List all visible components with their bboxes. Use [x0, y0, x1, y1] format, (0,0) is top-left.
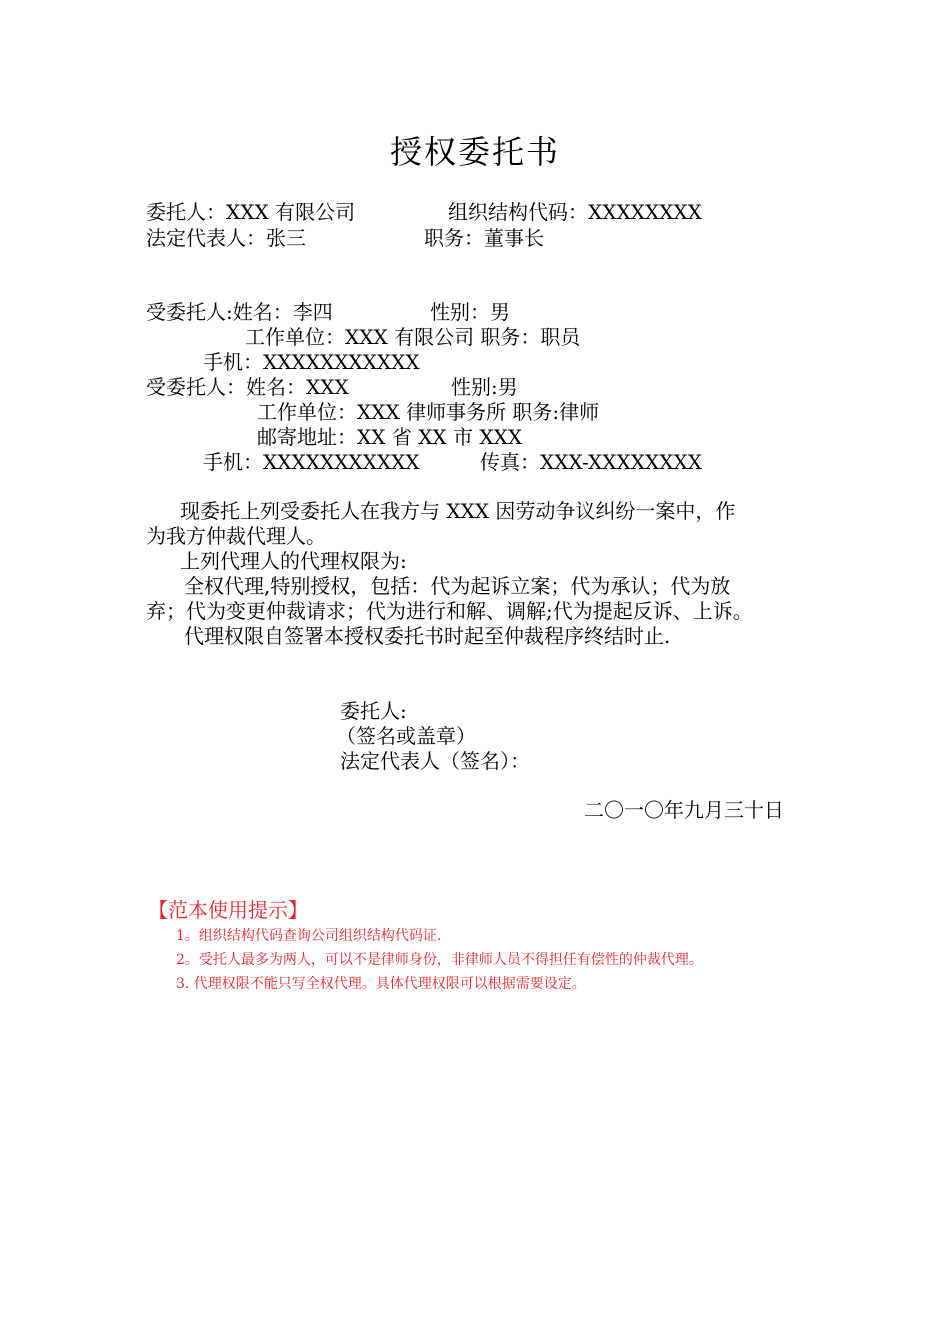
paragraph-1-line-1: 现委托上列受委托人在我方与 XXX 因劳动争议纠纷一案中，作 — [180, 499, 736, 523]
agent2-fax: 传真：XXX-XXXXXXXX — [480, 450, 702, 474]
agent2-gender: 性别:男 — [451, 375, 518, 399]
agent1-name: 受委托人:姓名：李四 — [146, 300, 333, 324]
agent2-name: 受委托人：姓名：XXX — [146, 375, 349, 399]
paragraph-2: 上列代理人的代理权限为: — [180, 549, 407, 573]
agent1-work: 工作单位：XXX 有限公司 职务：职员 — [245, 325, 581, 349]
signature-principal: 委托人: — [340, 699, 407, 723]
signature-legal-rep: 法定代表人（签名）： — [340, 749, 530, 773]
agent2-phone: 手机：XXXXXXXXXXX — [203, 450, 420, 474]
agent2-work: 工作单位：XXX 律师事务所 职务:律师 — [257, 400, 600, 424]
agent2-address: 邮寄地址：XX 省 XX 市 XXX — [257, 425, 523, 449]
tip-item-1: 1。组织结构代码查询公司组织结构代码证. — [176, 928, 442, 944]
org-code: 组织结构代码：XXXXXXXX — [448, 200, 702, 224]
tip-item-2: 2。受托人最多为两人，可以不是律师身份，非律师人员不得担任有偿性的仲裁代理。 — [176, 952, 703, 968]
paragraph-1-line-2: 为我方仲裁代理人。 — [146, 524, 326, 548]
document-title: 授权委托书 — [389, 133, 560, 171]
principal-name: 委托人：XXX 有限公司 — [146, 200, 356, 224]
signature-date: 二〇一〇年九月三十日 — [584, 798, 784, 822]
paragraph-3-line-1: 全权代理,特别授权，包括：代为起诉立案；代为承认；代为放 — [184, 574, 731, 598]
agent1-gender: 性别：男 — [430, 300, 510, 324]
tips-heading: 【范本使用提示】 — [148, 898, 308, 922]
paragraph-4: 代理权限自签署本授权委托书时起至仲裁程序终结时止. — [184, 624, 671, 648]
principal-position: 职务：董事长 — [424, 226, 544, 250]
legal-representative: 法定代表人：张三 — [146, 226, 306, 250]
agent1-phone: 手机：XXXXXXXXXXX — [203, 350, 420, 374]
tip-item-3: 3. 代理权限不能只写全权代理。具体代理权限可以根据需要设定。 — [176, 976, 586, 992]
paragraph-3-line-2: 弃；代为变更仲裁请求；代为进行和解、调解;代为提起反诉、上诉。 — [146, 599, 753, 623]
signature-sign-or-seal: （签名或盖章） — [336, 724, 476, 748]
